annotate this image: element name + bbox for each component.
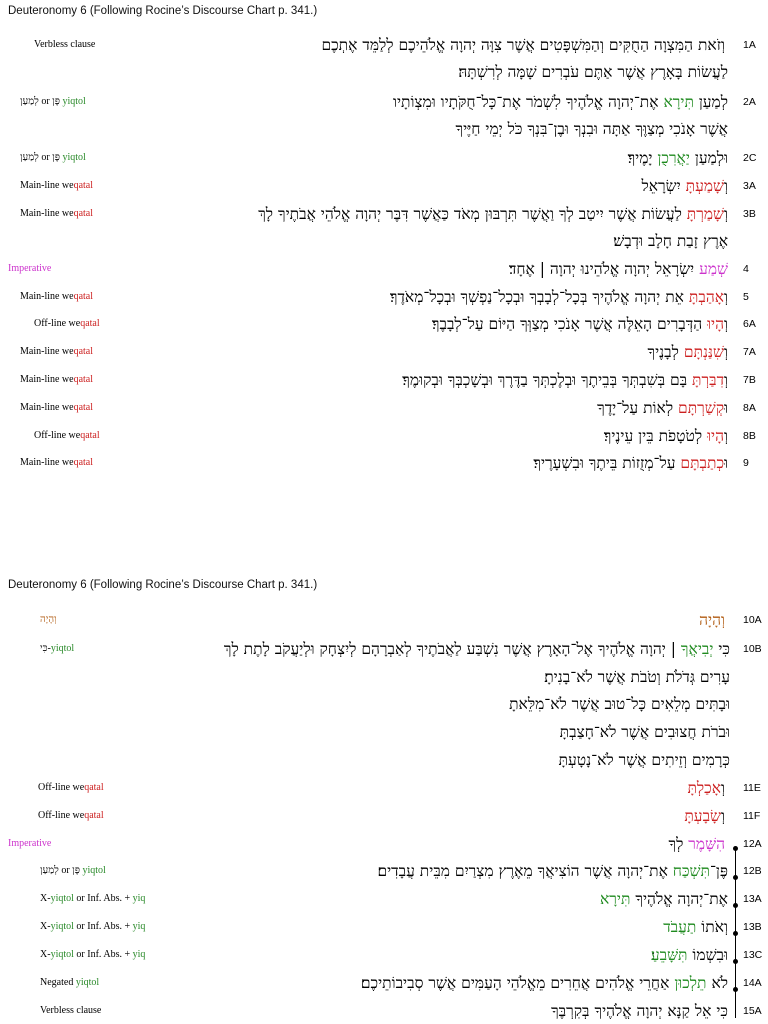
- hebrew-segment: עַל־מְזֻזוֹת בֵּיתֶךָ וּבִשְׁעָרֶיךָ׃: [533, 454, 681, 472]
- hebrew-segment: וּבָתִּים מְלֵאִים כָּל־טוּב אֲשֶׁר לֹא־מִלֵּאתָ: [509, 695, 730, 713]
- hebrew-segment: תַעֲבֹד: [663, 918, 697, 936]
- label-segment: Verbless clause: [34, 39, 96, 50]
- label-segment: yiq: [132, 893, 146, 904]
- hebrew-segment: וּ: [724, 454, 728, 472]
- hebrew-segment: לְטֹטָפֹת בֵּין עֵינֶיךָ׃: [603, 427, 708, 445]
- clause-type-label: [40, 921, 145, 932]
- hebrew-segment: אֶת־יְהוָה אֲשֶׁר הוֹצִיאֲךָ מֵאֶרֶץ מִצְרַיִם מִבֵּית עֲבָדִים׃: [377, 862, 673, 880]
- label-segment: Off-line we: [38, 782, 85, 793]
- hebrew-segment: וּבֹרֹת חֲצוּבִים אֲשֶׁר לֹא־חָצַבְתָּ: [559, 723, 730, 741]
- hebrew-text: [509, 258, 728, 280]
- hebrew-text: [361, 972, 728, 994]
- label-segment: yiq: [132, 921, 146, 932]
- connector-dot: [733, 987, 738, 992]
- clause-type-label: [20, 457, 93, 468]
- hebrew-segment: שְׁמַע: [699, 260, 728, 278]
- hebrew-segment: וְהָיָה: [699, 611, 725, 629]
- connector-dot: [733, 931, 738, 936]
- verse-number: 12A: [743, 838, 762, 850]
- hebrew-segment: תִּירָא: [663, 93, 694, 111]
- hebrew-segment: קְשַׁרְתָּם: [678, 399, 725, 417]
- clause-type-label: [38, 782, 104, 793]
- hebrew-segment: | יְהוָה אֱלֹהֶיךָ אֶל־הָאָרֶץ אֲשֶׁר נִשְׁבַּע לַאֲבֹתֶיךָ לְאַבְרָהָם לְיִצְחָק וּלְיַעֲקֹב לָתֶת לָךְ: [223, 640, 681, 658]
- hebrew-text: [432, 313, 728, 335]
- label-segment: Main-line we: [20, 208, 74, 219]
- verse-number: 10A: [743, 614, 762, 626]
- hebrew-text: [393, 91, 728, 113]
- hebrew-segment: שָׁמַעְתָּ: [685, 177, 725, 195]
- verse-number: 1A: [743, 39, 756, 51]
- hebrew-segment: לְךָ: [668, 835, 689, 853]
- hebrew-segment: כִּי: [713, 640, 730, 658]
- verse-number: 9: [743, 457, 749, 469]
- label-segment: Main-line we: [20, 180, 74, 191]
- label-segment: Main-line we: [20, 291, 74, 302]
- verse-number: 10B: [743, 643, 762, 655]
- hebrew-segment: וְ: [724, 315, 728, 333]
- clause-type-label: [40, 977, 99, 988]
- label-segment: X-: [40, 893, 51, 904]
- hebrew-segment: הָיוּ: [707, 427, 725, 445]
- hebrew-segment: כְּרָמִים וְזֵיתִים אֲשֶׁר לֹא־נָטָעְתָּ: [558, 751, 730, 769]
- label-segment: qatal: [84, 810, 104, 821]
- verse-number: 13A: [743, 893, 762, 905]
- verse-number: 15A: [743, 1005, 762, 1017]
- clause-type-label: [34, 430, 100, 441]
- label-segment: yiqtol: [50, 643, 75, 654]
- label-segment: qatal: [73, 374, 94, 385]
- label-segment: X-: [40, 949, 51, 960]
- hebrew-segment: לְבָנֶיךָ: [647, 343, 684, 361]
- clause-type-label: [38, 810, 104, 821]
- clause-type-label: [20, 402, 93, 413]
- verse-number: 3B: [743, 208, 756, 220]
- hebrew-segment: כְתַבְתָּם: [680, 454, 725, 472]
- hebrew-segment: יָמֶיךָ׃: [627, 149, 658, 167]
- hebrew-segment: וְ: [721, 779, 725, 797]
- label-segment: לְמַעַן or פֶּן: [40, 865, 83, 876]
- verse-number: 4: [743, 263, 749, 275]
- hebrew-segment: עָרִים גְּדֹלֹת וְטֹבֹת אֲשֶׁר לֹא־בָנִיתָ׃: [544, 668, 730, 686]
- hebrew-text: [613, 230, 728, 252]
- hebrew-segment: אֶת־יְהוָה אֱלֹהֶיךָ לִשְׁמֹר אֶת־כָּל־חֻקֹּתָיו וּמִצְוֹתָיו: [392, 93, 664, 111]
- label-segment: or Inf. Abs. +: [73, 949, 133, 960]
- hebrew-text: [509, 693, 730, 715]
- label-segment: qatal: [73, 346, 94, 357]
- hebrew-segment: דִבַּרְתָּ: [692, 371, 725, 389]
- label-segment: לְמַעַן or פֶּן: [20, 96, 63, 107]
- clause-type-label: [20, 96, 86, 107]
- hebrew-segment: יְבִיאֲךָ: [680, 640, 714, 658]
- label-segment: Off-line we: [38, 810, 85, 821]
- hebrew-text: [402, 369, 728, 391]
- hebrew-segment: וְ: [724, 288, 728, 306]
- clause-type-label: [40, 1005, 101, 1016]
- label-segment: yiqtol: [75, 977, 100, 988]
- label-segment: qatal: [73, 180, 94, 191]
- label-segment: Imperative: [8, 838, 52, 849]
- hebrew-segment: הִשָּׁמֶר: [688, 835, 725, 853]
- hebrew-text: [533, 452, 728, 474]
- clause-type-label: [20, 346, 93, 357]
- hebrew-segment: לֹא: [706, 974, 728, 992]
- label-segment: Off-line we: [34, 318, 81, 329]
- label-segment: Main-line we: [20, 374, 74, 385]
- label-segment: yiqtol: [50, 921, 74, 932]
- label-segment: yiqtol: [82, 865, 106, 876]
- verse-number: 11E: [743, 782, 761, 794]
- verse-number: 12B: [743, 865, 762, 877]
- hebrew-text: [647, 341, 728, 363]
- label-segment: qatal: [73, 291, 94, 302]
- section-header: Deuteronomy 6 (Following Rocine’s Discourse Chart p. 341.): [8, 5, 318, 17]
- hebrew-text: [669, 833, 726, 855]
- hebrew-text: [321, 34, 725, 56]
- hebrew-text: [642, 175, 729, 197]
- clause-type-label: [40, 643, 74, 654]
- hebrew-segment: אָכַלְתָּ: [687, 779, 722, 797]
- hebrew-segment: יַאֲרִכֻן: [657, 149, 690, 167]
- label-segment: qatal: [73, 208, 94, 219]
- hebrew-segment: שָׁמַרְתָּ: [686, 205, 725, 223]
- hebrew-text: [544, 666, 730, 688]
- verse-number: 6A: [743, 318, 756, 330]
- hebrew-segment: בָּם בְּשִׁבְתְּךָ בְּבֵיתֶךָ וּבְלֶכְתְּךָ בַדֶּרֶךְ וּבְשָׁכְבְּךָ וּבְקוּמֶךָ׃: [402, 371, 693, 389]
- hebrew-text: [699, 609, 725, 631]
- connector-dot: [733, 875, 738, 880]
- hebrew-text: [651, 944, 728, 966]
- label-segment: yiqtol: [50, 949, 74, 960]
- connector-dot: [733, 846, 738, 851]
- clause-type-label: [40, 949, 145, 960]
- hebrew-segment: וְ: [724, 343, 728, 361]
- clause-type-label: [20, 180, 93, 191]
- hebrew-segment: יִשְׂרָאֵל: [641, 177, 686, 195]
- hebrew-segment: וְאֹתוֹ: [696, 918, 728, 936]
- hebrew-text: [560, 721, 730, 743]
- verse-number: 13B: [743, 921, 762, 933]
- verse-number: 2A: [743, 96, 756, 108]
- hebrew-segment: אֵת יְהוָה אֱלֹהֶיךָ בְּכָל־לְבָבְךָ וּבְכָל־נַפְשְׁךָ וּבְכָל־מְאֹדֶךָ׃: [389, 288, 689, 306]
- hebrew-text: [604, 425, 728, 447]
- label-segment: וְהָיָה: [40, 614, 57, 625]
- clause-type-label: [40, 614, 57, 625]
- hebrew-segment: וּבִשְׁמוֹ: [687, 946, 728, 964]
- label-segment: qatal: [73, 457, 94, 468]
- hebrew-segment: וְ: [724, 205, 728, 223]
- hebrew-segment: וּלְמַעַן: [689, 149, 728, 167]
- hebrew-segment: וּ: [724, 399, 728, 417]
- label-segment: or Inf. Abs. +: [73, 921, 133, 932]
- hebrew-text: [458, 61, 728, 83]
- clause-type-label: [40, 865, 106, 876]
- clause-type-label: [20, 208, 93, 219]
- hebrew-segment: וְ: [724, 427, 728, 445]
- verse-number: 5: [743, 291, 749, 303]
- hebrew-segment: יִשְׂרָאֵל יְהוָה אֱלֹהֵינוּ יְהוָה | אֶחָד׃: [508, 260, 700, 278]
- hebrew-segment: וְ: [724, 371, 728, 389]
- clause-type-label: [20, 291, 93, 302]
- hebrew-segment: פֶּן־: [709, 862, 728, 880]
- hebrew-segment: לְמַעַן: [693, 93, 728, 111]
- hebrew-segment: אֶת־יְהוָה אֱלֹהֶיךָ: [630, 890, 728, 908]
- verse-number: 8A: [743, 402, 756, 414]
- verse-number: 7B: [743, 374, 756, 386]
- label-segment: Imperative: [8, 263, 52, 274]
- hebrew-text: [551, 1000, 728, 1022]
- clause-type-label: [34, 318, 100, 329]
- hebrew-text: [559, 749, 730, 771]
- hebrew-text: [684, 805, 725, 827]
- verse-number: 11F: [743, 810, 761, 822]
- label-segment: Negated: [40, 977, 76, 988]
- label-segment: לְמַעַן or פֶּן: [20, 152, 63, 163]
- hebrew-text: [687, 777, 725, 799]
- label-segment: qatal: [80, 318, 100, 329]
- clause-type-label: [8, 838, 51, 849]
- label-segment: yiqtol: [50, 893, 74, 904]
- hebrew-segment: שִׁנַּנְתָּם: [683, 343, 725, 361]
- clause-type-label: [40, 893, 145, 904]
- hebrew-segment: לַעֲשׂוֹת בָּאָרֶץ אֲשֶׁר אַתֶּם עֹבְרִים שָׁמָּה לְרִשְׁתָּהּ׃: [458, 63, 728, 81]
- label-segment: Verbless clause: [40, 1005, 102, 1016]
- hebrew-text: [628, 147, 728, 169]
- hebrew-segment: תִּשָּׁבֵעַ: [650, 946, 688, 964]
- verse-number: 2C: [743, 152, 757, 164]
- label-segment: Main-line we: [20, 346, 74, 357]
- hebrew-text: [600, 888, 728, 910]
- label-segment: yiq: [132, 949, 146, 960]
- hebrew-segment: לְאוֹת עַל־יָדֶךָ: [597, 399, 679, 417]
- hebrew-segment: וְ: [724, 177, 728, 195]
- connector-dot: [733, 959, 738, 964]
- clause-type-label: [34, 39, 95, 50]
- hebrew-segment: לַעֲשׂוֹת אֲשֶׁר יִיטַב לְךָ וַאֲשֶׁר תִּרְבּוּן מְאֹד כַּאֲשֶׁר דִּבֶּר יְהוָה אֱלֹהֵי אֲבֹתֶיךָ לָךְ: [258, 205, 687, 223]
- verse-number: 14A: [743, 977, 762, 989]
- hebrew-segment: וְ: [721, 807, 725, 825]
- hebrew-segment: הָיוּ: [707, 315, 725, 333]
- label-segment: X-: [40, 921, 51, 932]
- verse-number: 7A: [743, 346, 756, 358]
- hebrew-segment: אָהַבְתָּ: [688, 288, 725, 306]
- verse-number: 3A: [743, 180, 756, 192]
- clause-type-label: [20, 374, 93, 385]
- hebrew-text: [390, 286, 728, 308]
- hebrew-segment: תִּירָא: [600, 890, 631, 908]
- hebrew-text: [597, 397, 728, 419]
- label-segment: or Inf. Abs. +: [73, 893, 133, 904]
- hebrew-text: [258, 203, 728, 225]
- label-segment: Off-line we: [34, 430, 81, 441]
- connector-dot: [733, 903, 738, 908]
- label-segment: Main-line we: [20, 457, 74, 468]
- label-segment: qatal: [80, 430, 100, 441]
- hebrew-segment: וְזֹאת הַמִּצְוָה הַחֻקִּים וְהַמִּשְׁפָּטִים אֲשֶׁר צִוָּה יְהוָה אֱלֹהֵיכֶם לְלַמֵּד אֶתְכֶם: [321, 36, 725, 54]
- section-header: Deuteronomy 6 (Following Rocine’s Discourse Chart p. 341.): [8, 579, 318, 591]
- hebrew-text: [456, 118, 728, 140]
- hebrew-segment: כִּי אֵל קַנָּא יְהוָה אֱלֹהֶיךָ בְּקִרְבֶּךָ: [551, 1002, 728, 1020]
- hebrew-segment: הַדְּבָרִים הָאֵלֶּה אֲשֶׁר אָנֹכִי מְצַוְּךָ הַיּוֹם עַל־לְבָבֶךָ׃: [431, 315, 708, 333]
- label-segment: Main-line we: [20, 402, 74, 413]
- hebrew-text: [224, 638, 730, 660]
- verse-number: 8B: [743, 430, 756, 442]
- hebrew-segment: אֲשֶׁר אָנֹכִי מְצַוֶּךָ אַתָּה וּבִנְךָ וּבֶן־בִּנְךָ כֹּל יְמֵי חַיֶּיךָ: [455, 120, 728, 138]
- label-segment: qatal: [73, 402, 94, 413]
- clause-type-label: [8, 263, 51, 274]
- hebrew-segment: אַחֲרֵי אֱלֹהִים אֲחֵרִים מֵאֱלֹהֵי הָעַמִּים אֲשֶׁר סְבִיבוֹתֵיכֶם׃: [360, 974, 675, 992]
- hebrew-segment: אֶרֶץ זָבַת חָלָב וּדְבָשׁ׃: [613, 232, 728, 250]
- hebrew-text: [377, 860, 728, 882]
- label-segment: yiqtol: [62, 96, 86, 107]
- label-segment: כִּי-: [40, 643, 51, 654]
- label-segment: yiqtol: [62, 152, 86, 163]
- hebrew-segment: תֵלְכוּן: [674, 974, 707, 992]
- hebrew-segment: שָׂבָעְתָּ: [684, 807, 722, 825]
- clause-type-label: [20, 152, 86, 163]
- label-segment: qatal: [84, 782, 104, 793]
- verse-number: 13C: [743, 949, 763, 961]
- hebrew-text: [663, 916, 728, 938]
- hebrew-segment: תִּשְׁכַּח: [672, 862, 710, 880]
